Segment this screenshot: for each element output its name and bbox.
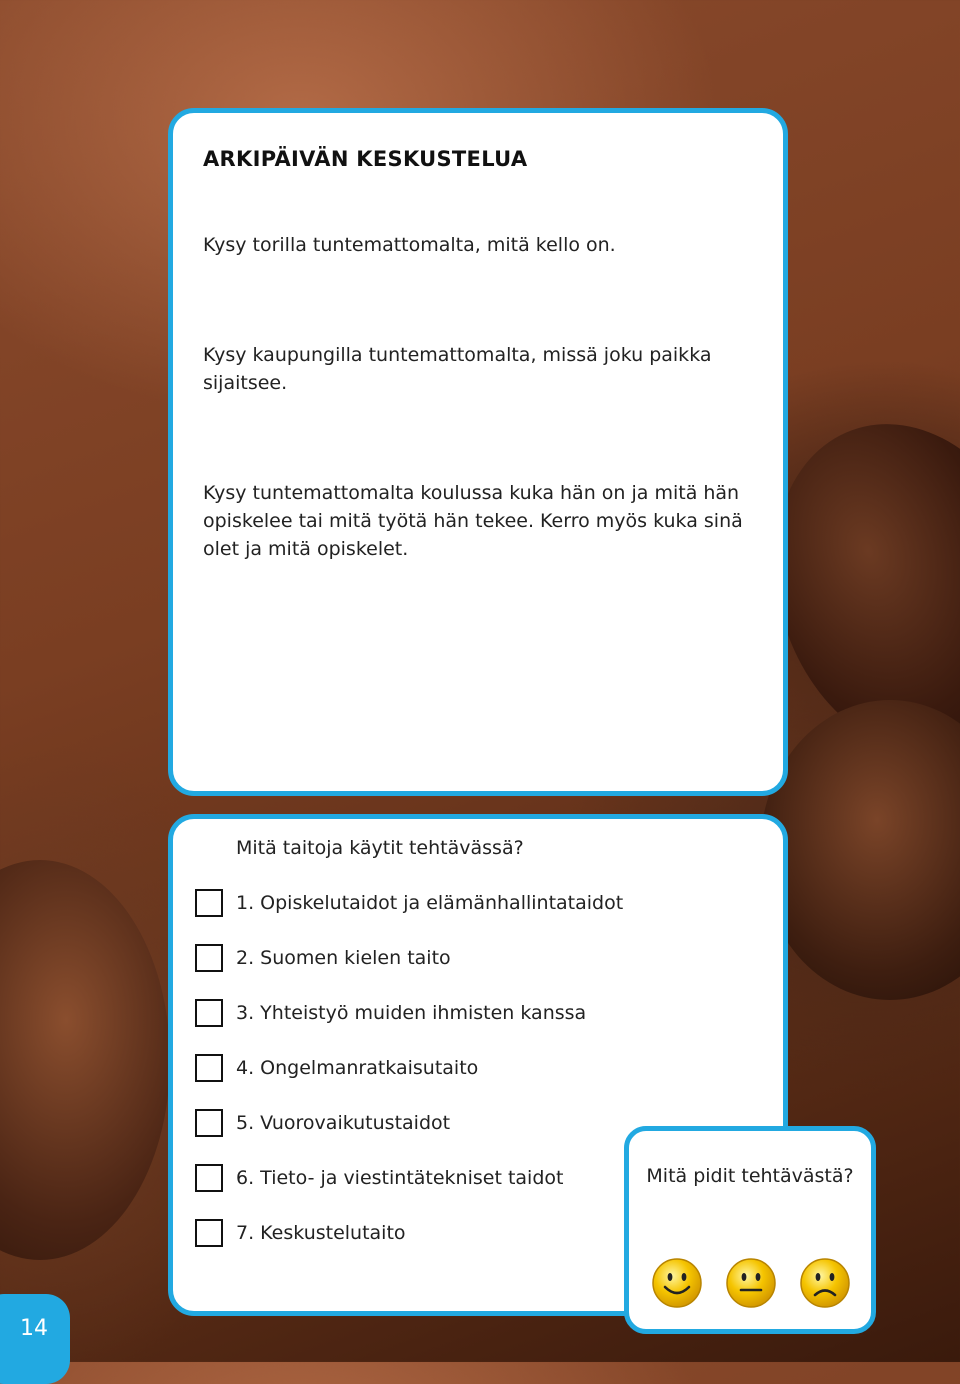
task-2: Kysy kaupungilla tuntemattomalta, missä joku paikka sijaitsee. [203,344,712,394]
skill-checkbox[interactable] [195,1219,223,1247]
rating-question: Mitä pidit tehtävästä? [646,1165,854,1187]
page-number: 14 [20,1316,48,1341]
rating-card [624,1126,876,1334]
skill-item-7 [195,1217,406,1249]
skill-label: 7. Keskustelutaito [236,1222,406,1244]
activity-card [168,108,788,796]
coffee-bean-background [0,860,170,1260]
skill-item-2 [195,942,451,974]
skill-item-5 [195,1107,450,1139]
skill-checkbox[interactable] [195,1164,223,1192]
skill-checkbox[interactable] [195,944,223,972]
skill-item-4 [195,1052,478,1084]
skill-item-1 [195,887,623,919]
skill-checkbox[interactable] [195,1054,223,1082]
rating-faces [649,1257,859,1313]
skill-item-6 [195,1162,563,1194]
skill-checkbox[interactable] [195,1109,223,1137]
sad-face-icon[interactable] [799,1257,851,1309]
task-3: Kysy tuntemattomalta koulussa kuka hän on ja mitä hän opiskelee tai mitä työtä hän tekee. Kerro myös kuka sinä olet ja mitä opiskelet. [203,482,743,560]
skill-label: 3. Yhteistyö muiden ihmisten kanssa [236,1002,587,1024]
skill-label: 4. Ongelmanratkaisutaito [236,1057,479,1079]
skills-question: Mitä taitoja käytit tehtävässä? [236,837,524,859]
skill-label: 5. Vuorovaikutustaidot [236,1112,451,1134]
skill-label: 6. Tieto- ja viestintätekniset taidot [236,1167,564,1189]
task-1: Kysy torilla tuntemattomalta, mitä kello on. [203,234,616,256]
coffee-bean-background [760,700,960,1000]
neutral-face-icon[interactable] [725,1257,777,1309]
skill-label: 1. Opiskelutaidot ja elämänhallintataidot [236,892,624,914]
skill-label: 2. Suomen kielen taito [236,947,451,969]
activity-title: ARKIPÄIVÄN KESKUSTELUA [203,147,528,171]
skill-checkbox[interactable] [195,999,223,1027]
skill-checkbox[interactable] [195,889,223,917]
skill-item-3 [195,997,586,1029]
happy-face-icon[interactable] [651,1257,703,1309]
